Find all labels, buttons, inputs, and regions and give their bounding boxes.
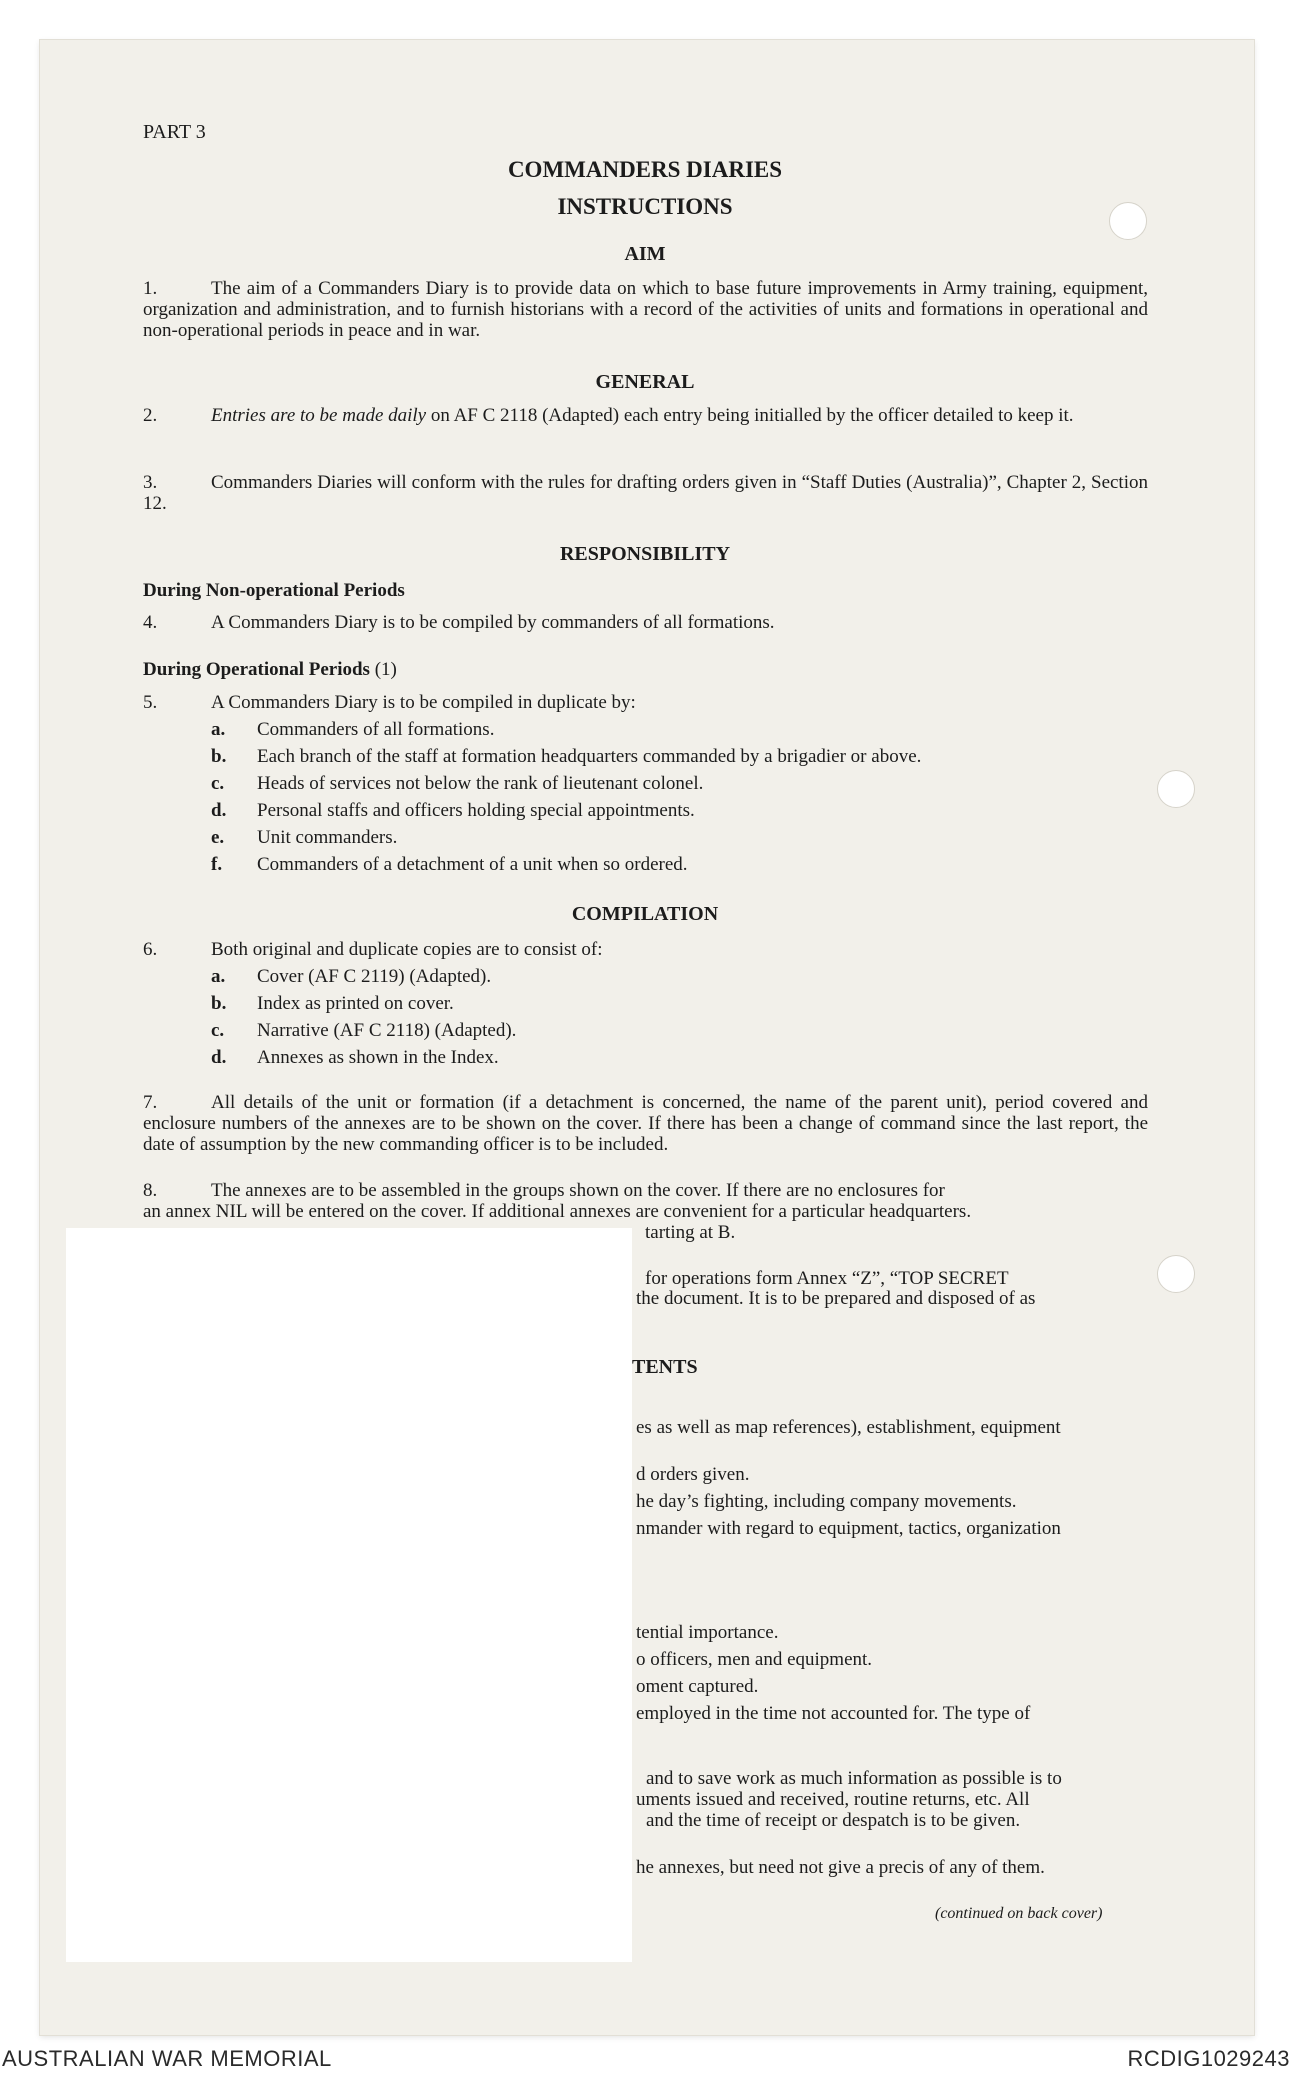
paragraph-number: 2. [143, 405, 158, 426]
list-item [211, 1047, 499, 1068]
section-heading-compilation: COMPILATION [571, 903, 719, 925]
page-title: COMMANDERS DIARIES [507, 157, 783, 182]
text-fragment: oment captured. [636, 1676, 759, 1697]
text-fragment: he day’s fighting, including company movements. [636, 1491, 1017, 1512]
paragraph-text: All details of the unit or formation (if a detachment is concerned, the name of the parent unit), period covered and enclosure numbers of the annexes are to be shown on the cover. If there has been a change of command since the last report, the date of assumption by the new commanding officer is to be included. [143, 1092, 1148, 1155]
list-item-letter: d. [211, 1047, 227, 1068]
subheading-operational-note: (1) [374, 659, 397, 680]
footer-institution: AUSTRALIAN WAR MEMORIAL [2, 2046, 332, 2071]
text-fragment: nmander with regard to equipment, tactics, organization [636, 1518, 1061, 1539]
list-item [211, 746, 921, 767]
paragraph-number: 6. [143, 939, 158, 960]
list-item-text: Index as printed on cover. [257, 993, 454, 1014]
list-item [211, 1020, 516, 1041]
paragraph-text: on AF C 2118 (Adapted) each entry being initialled by the officer detailed to keep it. [430, 405, 1074, 426]
list-item [211, 854, 688, 875]
text-fragment: tential importance. [636, 1622, 779, 1643]
list-item-letter: f. [211, 854, 223, 875]
section-heading-aim: AIM [624, 243, 666, 265]
paragraph-4 [143, 612, 775, 633]
text-fragment: and to save work as much information as possible is to [646, 1768, 1062, 1789]
list-item-letter: b. [211, 993, 227, 1014]
list-item-text: Unit commanders. [257, 827, 398, 848]
paragraph-text: The annexes are to be assembled in the groups shown on the cover. If there are no enclosures for [211, 1180, 945, 1201]
part-label: PART 3 [143, 121, 206, 143]
text-fragment: o officers, men and equipment. [636, 1649, 873, 1670]
text-fragment: and the time of receipt or despatch is to be given. [646, 1810, 1021, 1831]
list-item-letter: a. [211, 966, 226, 987]
paragraph-3 [143, 472, 1148, 514]
text-fragment: uments issued and received, routine returns, etc. All [636, 1789, 1030, 1810]
paragraph-number: 1. [143, 278, 158, 299]
paragraph-5 [143, 692, 636, 713]
section-heading-contents: TENTS [632, 1356, 698, 1378]
list-item-letter: c. [211, 773, 225, 794]
paragraph-8-line-1 [143, 1180, 945, 1201]
punch-hole-top [1109, 202, 1147, 240]
list-item-letter: d. [211, 800, 227, 821]
punch-hole-middle [1157, 770, 1195, 808]
paragraph-text: The aim of a Commanders Diary is to provide data on which to base future improvements in Army training, equipment, organization and administration, and to furnish historians with a record of the activities of units and formations in operational and non-operational periods in peace and in war. [143, 278, 1148, 341]
subheading-non-operational: During Non-operational Periods [143, 580, 405, 601]
paragraph-7 [143, 1092, 1148, 1155]
text-fragment: he annexes, but need not give a precis of any of them. [636, 1857, 1045, 1878]
text-fragment: for operations form Annex “Z”, “TOP SECRET [645, 1268, 1009, 1289]
paragraph-6 [143, 939, 603, 960]
list-item-text: Commanders of a detachment of a unit when so ordered. [257, 854, 688, 875]
text-fragment: es as well as map references), establishment, equipment [636, 1417, 1061, 1438]
paragraph-text: A Commanders Diary is to be compiled by commanders of all formations. [211, 612, 775, 633]
paragraph-1 [143, 278, 1148, 341]
list-item [211, 827, 397, 848]
list-item-letter: e. [211, 827, 225, 848]
list-item-letter: b. [211, 746, 227, 767]
paragraph-text: A Commanders Diary is to be compiled in duplicate by: [211, 692, 636, 713]
paragraph-number: 7. [143, 1092, 158, 1113]
list-item [211, 966, 491, 987]
list-item-text: Personal staffs and officers holding special appointments. [257, 800, 695, 821]
subheading-operational-text: During Operational Periods [143, 659, 370, 680]
list-item-text: Annexes as shown in the Index. [257, 1047, 499, 1068]
list-item-text: Heads of services not below the rank of lieutenant colonel. [257, 773, 704, 794]
paragraph-number: 3. [143, 472, 158, 493]
list-item-letter: a. [211, 719, 226, 740]
paragraph-8-line-2: an annex NIL will be entered on the cover. If additional annexes are convenient for a particular headquarters. [143, 1201, 972, 1222]
paragraph-italic-text: Entries are to be made daily [211, 405, 427, 426]
paragraph-text: Commanders Diaries will conform with the rules for drafting orders given in “Staff Duties (Australia)”, Chapter 2, Section 12. [143, 472, 1148, 514]
section-heading-general: GENERAL [595, 371, 695, 393]
section-heading-responsibility: RESPONSIBILITY [559, 543, 731, 565]
list-item-letter: c. [211, 1020, 225, 1041]
footer-record-id: RCDIG1029243 [1127, 2046, 1290, 2071]
text-fragment: d orders given. [636, 1464, 750, 1485]
paragraph-number: 5. [143, 692, 158, 713]
punch-hole-bottom [1157, 1255, 1195, 1293]
text-fragment: employed in the time not accounted for. The type of [636, 1703, 1031, 1724]
paragraph-2 [143, 405, 1148, 426]
list-item-text: Cover (AF C 2119) (Adapted). [257, 966, 492, 987]
list-item [211, 993, 454, 1014]
paragraph-number: 4. [143, 612, 158, 633]
list-item-text: Narrative (AF C 2118) (Adapted). [257, 1020, 517, 1041]
text-fragment: the document. It is to be prepared and disposed of as [636, 1288, 1036, 1309]
continued-note: (continued on back cover) [935, 1905, 1103, 1922]
paragraph-number: 8. [143, 1180, 158, 1201]
list-item [211, 800, 695, 821]
paragraph-8-line-3: tarting at B. [645, 1222, 736, 1243]
page-subtitle: INSTRUCTIONS [557, 194, 733, 219]
list-item-text: Commanders of all formations. [257, 719, 495, 740]
subheading-operational [143, 659, 397, 680]
list-item-text: Each branch of the staff at formation headquarters commanded by a brigadier or above. [257, 746, 922, 767]
paragraph-text: Both original and duplicate copies are to consist of: [211, 939, 603, 960]
white-cover-sheet [66, 1228, 632, 1962]
list-item [211, 719, 494, 740]
list-item [211, 773, 703, 794]
